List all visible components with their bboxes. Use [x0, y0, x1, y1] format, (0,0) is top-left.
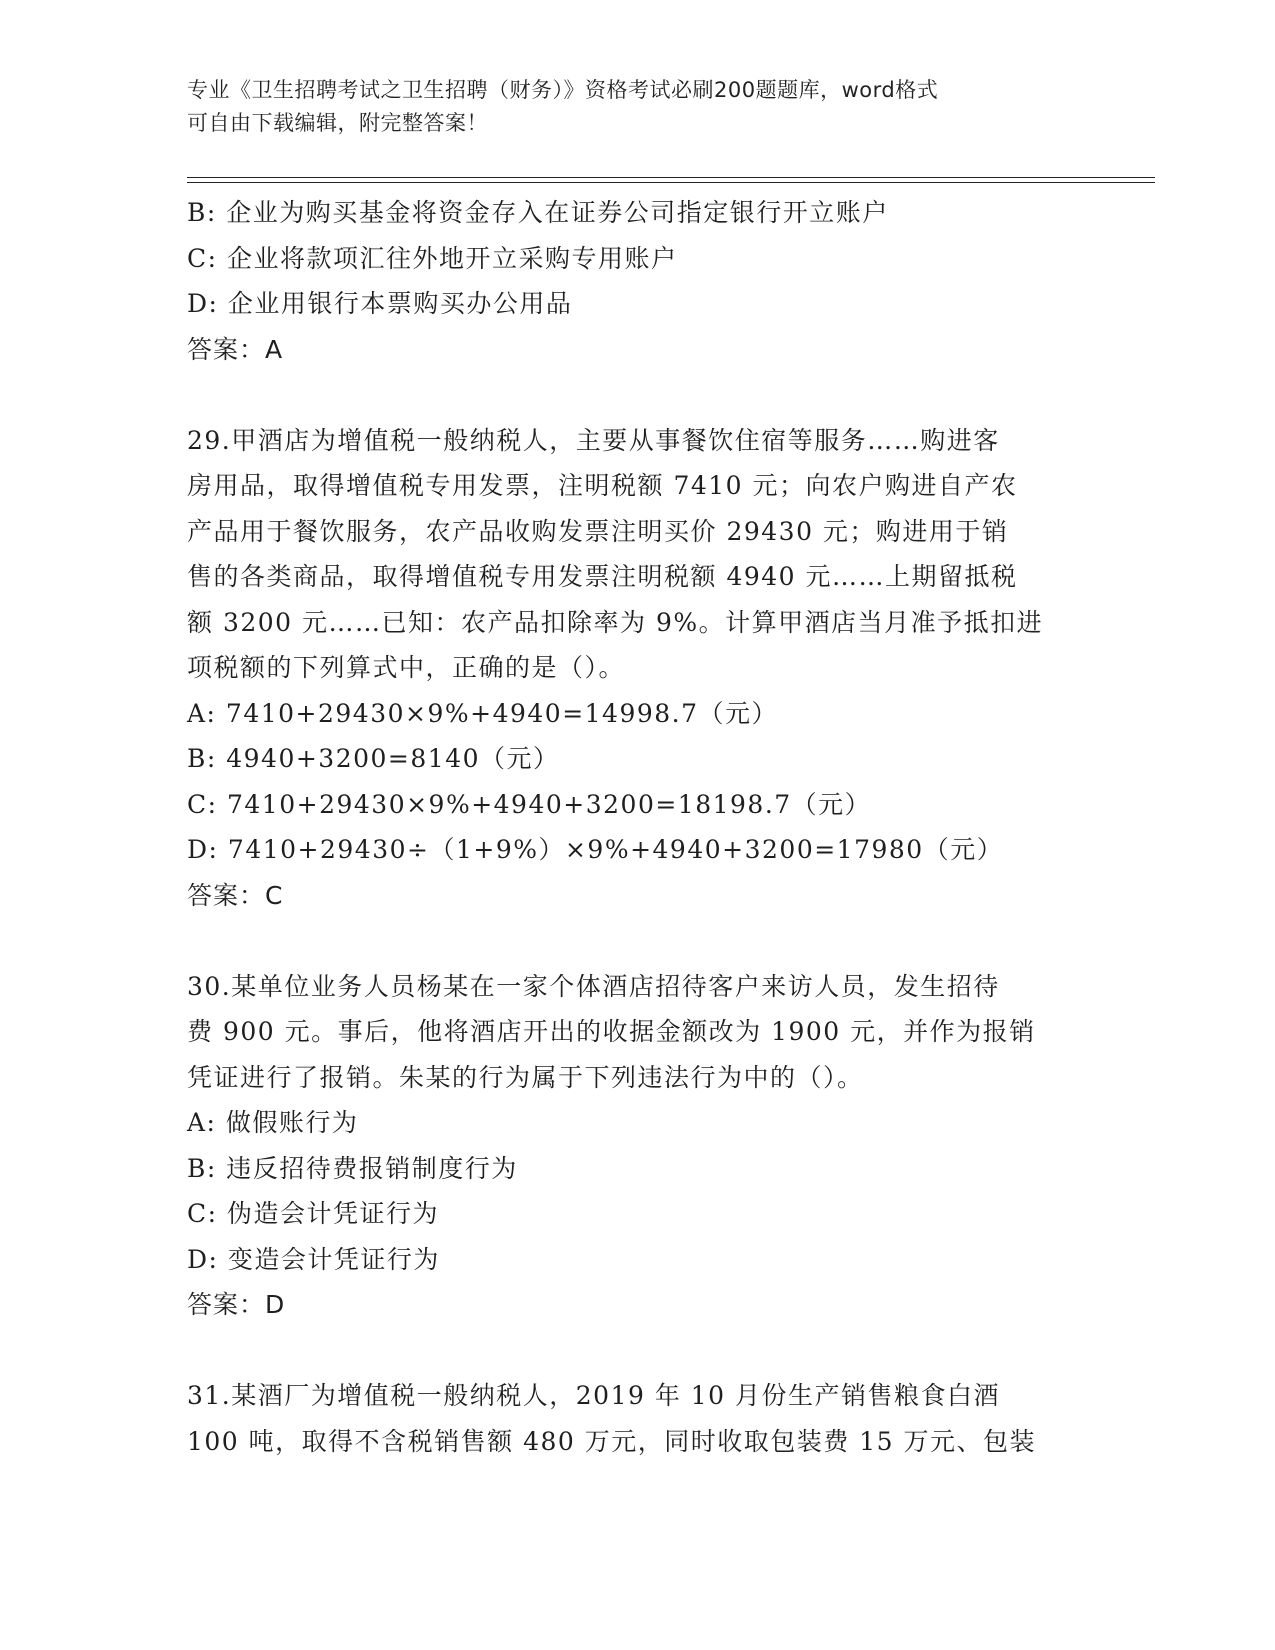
question-stem-line: 房用品，取得增值税专用发票，注明税额 7410 元；向农户购进自产农	[187, 471, 1018, 500]
question-stem-line: 100 吨，取得不含税销售额 480 万元，同时收取包装费 15 万元、包装	[187, 1426, 1036, 1456]
option-c: C: 伪造会计凭证行为	[187, 1199, 439, 1228]
spacer	[187, 1328, 1087, 1374]
option-a: A: 7410+29430×9%+4940=14998.7（元）	[187, 698, 779, 728]
document-header	[187, 74, 1067, 140]
option-c: C: 企业将款项汇往外地开立采购专用账户	[187, 243, 678, 273]
question-30	[187, 964, 1087, 1328]
option-c: C: 7410+29430×9%+4940+3200=18198.7（元）	[187, 789, 872, 819]
option-d: D: 变造会计凭证行为	[187, 1244, 440, 1274]
spacer	[187, 918, 1087, 964]
answer: 答案：A	[187, 334, 284, 364]
header-divider-top	[187, 177, 1155, 178]
header-line-1: 专业《卫生招聘考试之卫生招聘（财务）》资格考试必刷200题题库，word格式	[187, 78, 939, 102]
header-line-2: 可自由下载编辑，附完整答案！	[187, 111, 488, 135]
question-stem-line: 产品用于餐饮服务，农产品收购发票注明买价 29430 元；购进用于销	[187, 516, 1009, 546]
question-28	[187, 190, 1087, 372]
question-31	[187, 1373, 1087, 1464]
option-b: B: 4940+3200=8140（元）	[187, 744, 560, 773]
answer: 答案：D	[187, 1290, 286, 1319]
answer: 答案：C	[187, 880, 284, 910]
option-a: A: 做假账行为	[187, 1108, 359, 1137]
question-stem-line: 售的各类商品，取得增值税专用发票注明税额 4940 元……上期留抵税	[187, 562, 1018, 591]
option-b: B: 企业为购买基金将资金存入在证券公司指定银行开立账户	[187, 198, 889, 227]
question-stem-line: 额 3200 元……已知：农产品扣除率为 9%。计算甲酒店当月准予抵扣进	[187, 607, 1044, 637]
header-divider-bottom	[187, 182, 1155, 183]
spacer	[187, 372, 1087, 418]
option-b: B: 违反招待费报销制度行为	[187, 1153, 518, 1183]
question-stem-line: 30.某单位业务人员杨某在一家个体酒店招待客户来访人员，发生招待	[187, 971, 1000, 1001]
question-stem-line: 项税额的下列算式中，正确的是（）。	[187, 653, 626, 682]
option-d: D: 7410+29430÷（1+9%）×9%+4940+3200=17980（元）	[187, 835, 1004, 864]
option-d: D: 企业用银行本票购买办公用品	[187, 289, 573, 318]
question-content	[187, 190, 1087, 1464]
question-stem-line: 31.某酒厂为增值税一般纳税人，2019 年 10 月份生产销售粮食白酒	[187, 1381, 1001, 1410]
question-stem-line: 凭证进行了报销。朱某的行为属于下列违法行为中的（）。	[187, 1062, 864, 1092]
question-stem-line: 费 900 元。事后，他将酒店开出的收据金额改为 1900 元，并作为报销	[187, 1017, 1036, 1046]
question-stem-line: 29.甲酒店为增值税一般纳税人，主要从事餐饮住宿等服务……购进客	[187, 425, 1000, 455]
question-29	[187, 418, 1087, 919]
